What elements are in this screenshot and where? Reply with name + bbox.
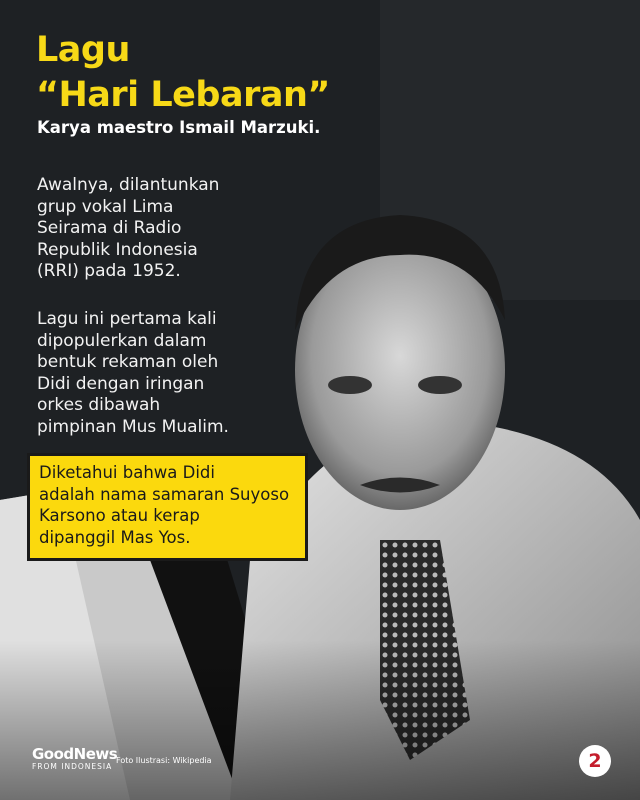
text-line: (RRI) pada 1952. xyxy=(37,261,181,281)
callout-box xyxy=(27,453,308,561)
page-number-badge: 2 xyxy=(579,745,611,777)
logo-line2: FROM INDONESIA xyxy=(32,762,113,771)
text-line: Awalnya, dilantunkan xyxy=(37,175,220,195)
text-line: Diketahui bahwa Didi xyxy=(39,463,215,482)
text-line: Republik Indonesia xyxy=(37,239,198,260)
text-line: dipanggil Mas Yos. xyxy=(39,527,191,547)
paragraph-1 xyxy=(37,175,219,283)
text-line: Seirama di Radio xyxy=(37,218,182,238)
text-line: pimpinan Mus Mualim. xyxy=(37,416,229,437)
text-line: grup vokal Lima xyxy=(37,196,174,217)
text-line: adalah nama samaran Suyoso xyxy=(39,484,290,504)
text-line: Didi dengan iringan xyxy=(37,373,205,394)
text-line: orkes dibawah xyxy=(37,395,161,415)
text-line: dipopulerkan dalam xyxy=(37,330,207,351)
logo-line1: GoodNews xyxy=(32,745,118,763)
headline-line2: “Hari Lebaran” xyxy=(36,75,330,115)
headline xyxy=(36,28,330,118)
subtitle: Karya maestro Ismail Marzuki. xyxy=(37,118,321,137)
goodnews-logo xyxy=(32,746,117,771)
headline-line1: Lagu xyxy=(36,30,130,70)
text-line: Karsono atau kerap xyxy=(39,506,200,525)
photo-credit: Foto Ilustrasi: Wikipedia xyxy=(116,756,212,765)
paragraph-2 xyxy=(37,309,229,438)
text-line: Lagu ini pertama kali xyxy=(37,309,217,329)
text-line: bentuk rekaman oleh xyxy=(37,352,219,372)
